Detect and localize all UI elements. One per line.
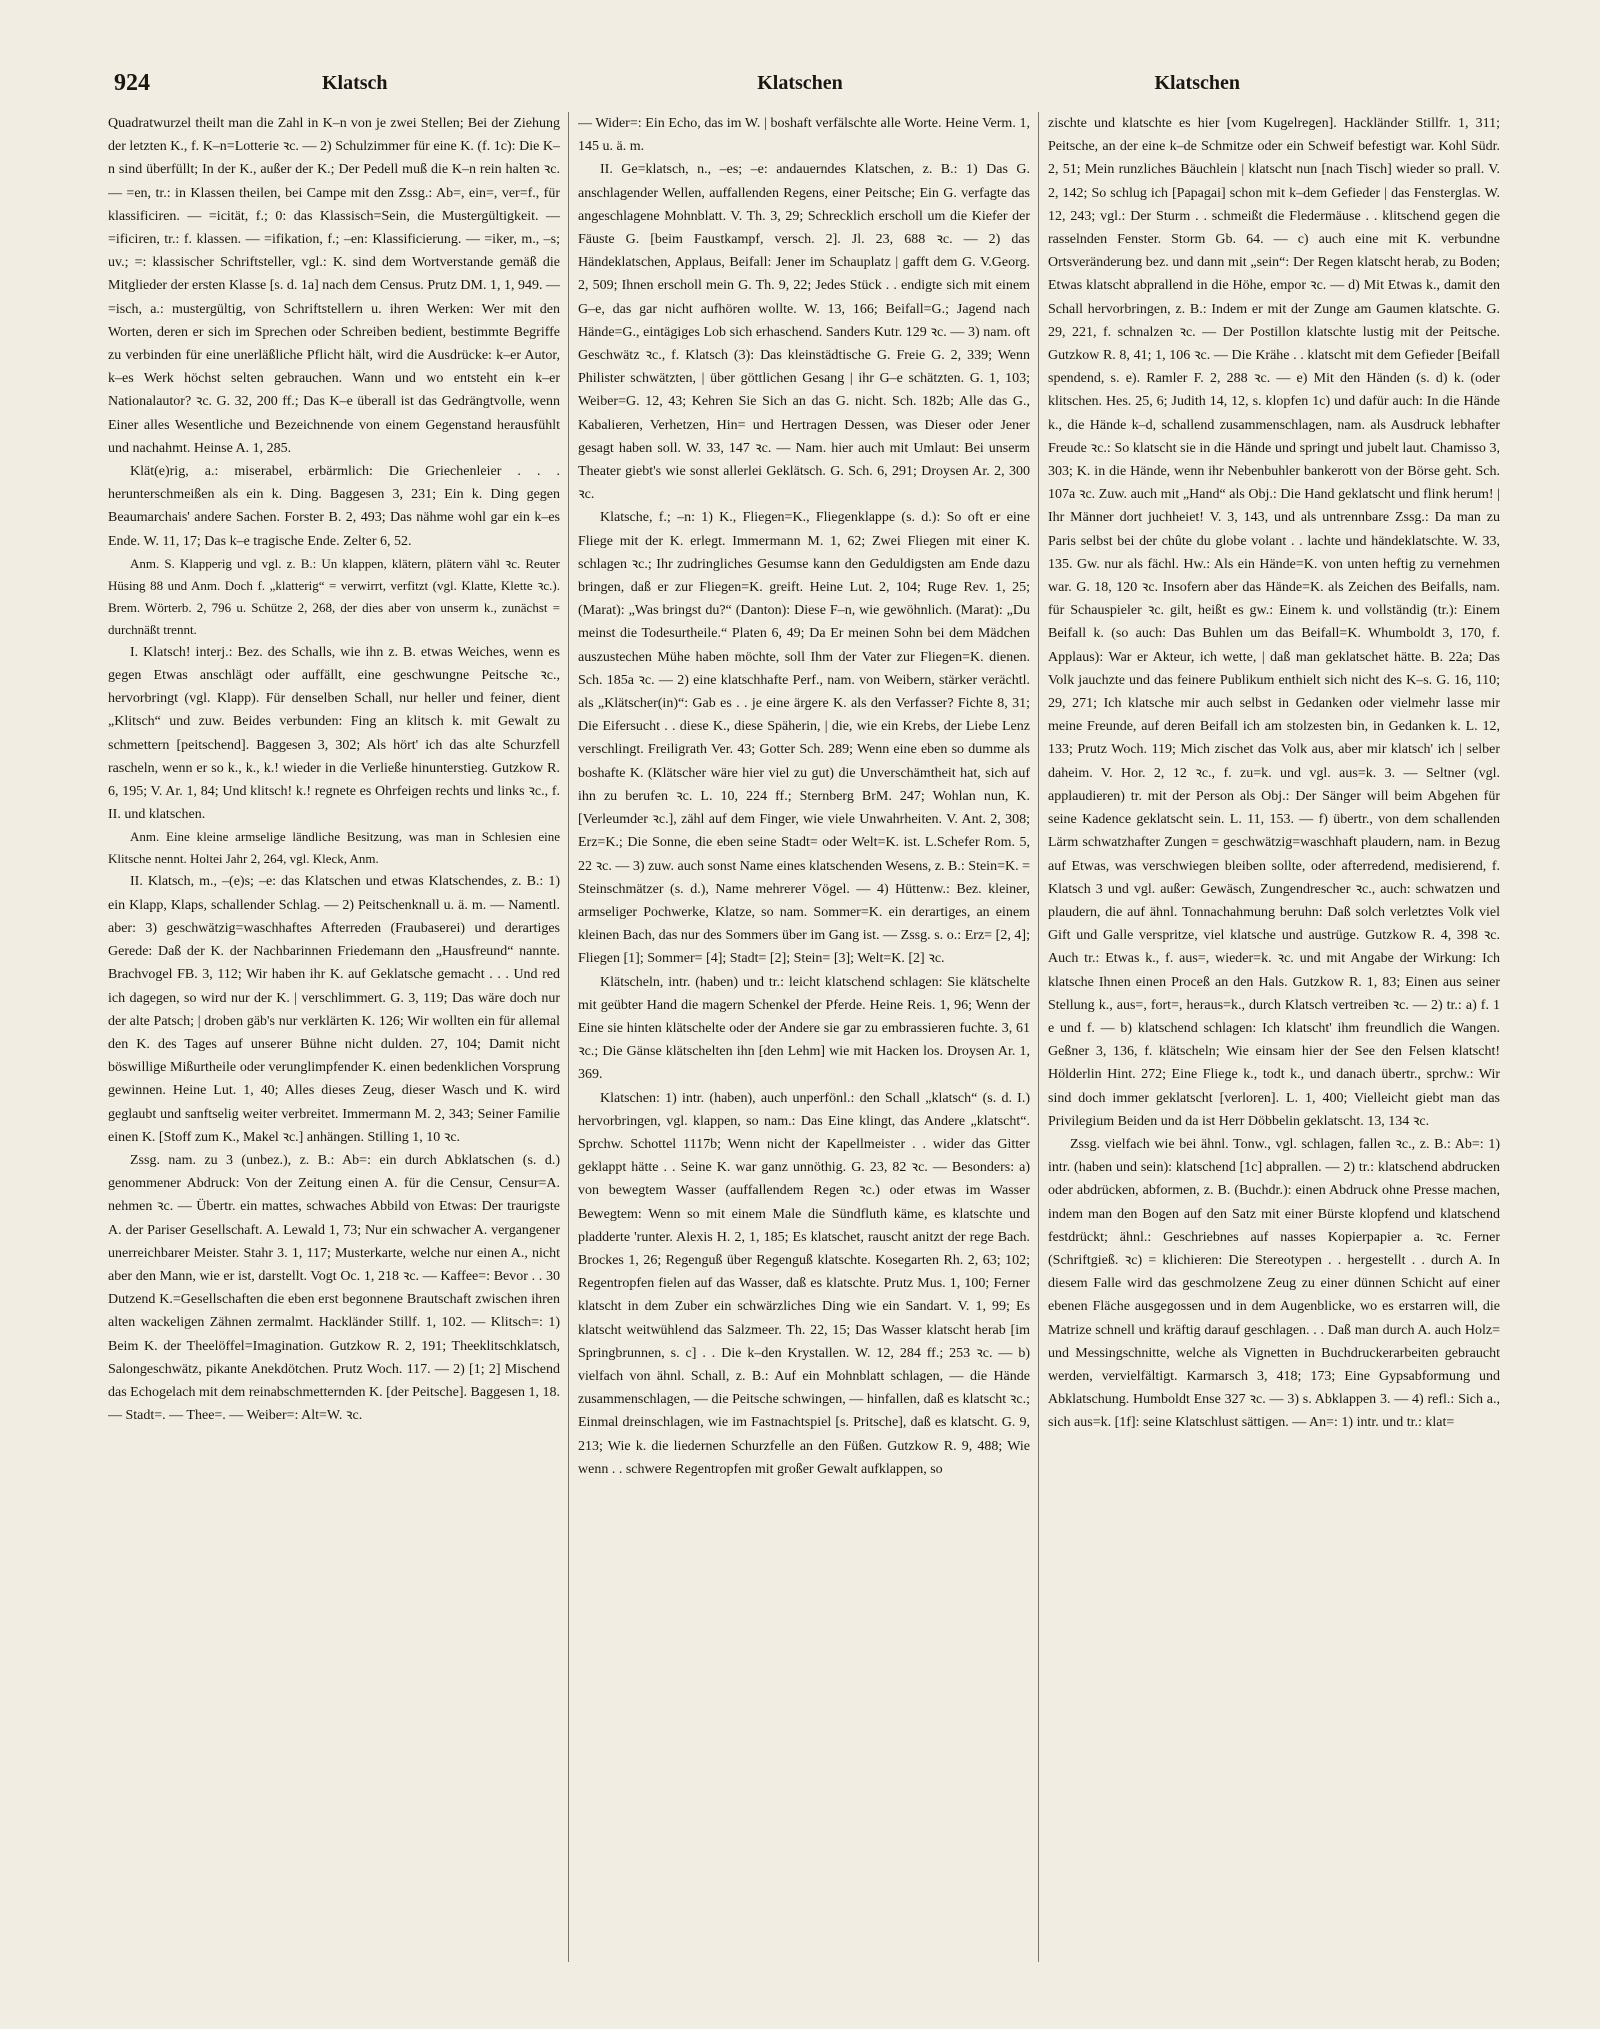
entry-paragraph: I. Klatsch! interj.: Bez. des Schalls, wie ihn z. B. etwas Weiches, wenn es gegen Etwas anschlägt oder auffällt, eine geschwungne Peitsche ꝛc., hervorbringt (vgl. Klapp). Für denselben Schall, nur heller und feiner, dient „Klitsch“ und zuw. Beides verbunden: Fing an klitsch k. mit Gewalt zu schmettern [peitschend]. Baggesen 3, 302; Als hört' ich das alte Schurzfell rascheln, wenn er so k., k., k.! wieder in die Verließe hinunterstieg. Gutzkow R. 6, 195; V. Ar. 1, 84; Und klitsch! k.! regnete es Ohrfeigen rechts und links ꝛc., f. II. und klatschen. [108,644,560,823]
divider-rule [568,112,569,1962]
right-running-head: Klatschen [1154,72,1240,94]
entry-paragraph: Quadratwurzel theilt man die Zahl in K–n von je zwei Stellen; Bei der Ziehung der letzten K., f. K–n=Lotterie ꝛc. — 2) Schulzimmer für eine K. (f. 1c): Die K–n sind überfüllt; In der K., außer der K.; Der Pedell muß die K–n rein halten ꝛc. — =en, tr.: in Klassen theilen, bei Campe mit den Zssg.: Ab=, ein=, ver=f., für klassificiren. — =icität, f.; 0: das Klassisch=Sein, die Mustergültigkeit. — =ificiren, tr.: f. klassen. — =ifikation, f.; –en: Klassificierung. — =iker, m., –s; uv.; =: klassischer Schriftsteller, vgl.: K. sind dem Wortverstande gemäß die Mitglieder der ersten Klasse [s. d. 1a] nach dem Census. Prutz DM. 1, 1, 949. — =isch, a.: mustergültig, von Schriftstellern u. ihren Werken: Wer mit den Worten, deren er sich im Sprechen oder Schreiben bedient, bestimmte Begriffe zu verbinden für eine unerläßliche Pflicht hält, wird die Ausdrücke: k–er Autor, k–es Werk höchst selten gebrauchen. Wann und wo entsteht ein k–er Nationalautor? ꝛc. G. 32, 200 ff.; Das K–e überall ist das Gedrängtvolle, wenn Einer alles Wesentliche und Bezeichnende von einem Gegenstand herausfühlt und nachahmt. Heinse A. 1, 285. [108,116,560,456]
entry-paragraph: zischte und klatschte es hier [vom Kugelregen]. Hackländer Stillfr. 1, 311; Peitsche, an der eine k–de Schmitze oder ein Schweif befestigt war. Kohl Südr. 2, 51; Mein runzliches Bäuchlein | klatscht nun [nach Tisch] wieder so prall. V. 2, 142; So schlug ich [Papagai] schon mit k–dem Gefieder | das Fensterglas. W. 12, 243; vgl.: Der Sturm . . schmeißt die Fledermäuse . . klitschend gegen die rasselnden Fenster. Storm Gb. 64. — c) auch eine mit K. verbundne Ortsveränderung bez. und dann mit „sein“: Der Regen klatscht herab, zu Boden; Etwas klatscht abprallend in die Höhe, empor ꝛc. — d) Mit Etwas k., damit den Schall hervorbringen, z. B.: Indem er mit der Zunge am Gaumen klatschte. G. 29, 221, f. schnalzen ꝛc. — Der Postillon klatschte lustig mit der Peitsche. Gutzkow R. 8, 41; 1, 106 ꝛc. — Die Krähe . . klatscht mit dem Gefieder [Beifall spendend, s. e). Ramler F. 2, 288 ꝛc. — e) Mit den Händen (s. d) k. (oder klitschen. Hes. 25, 6; Judith 14, 12, s. klopfen 1c) und dafür auch: In die Hände k., die Hände k–d, schallend zusammenschlagen, nam. als Ausdruck lebhafter Freude ꝛc.: So klatscht sie in die Hände und springt und jubelt laut. Chamisso 3, 303; K. in die Hände, wenn ihr Nebenbuhler bankerott von der Börse geht. Sch. 107a ꝛc. Zuw. auch mit „Hand“ als Obj.: Die Hand geklatscht und flink herum! | Ihr Männer dort juchheiet! V. 3, 143, und als untrennbare Zssg.: Da man zu Paris selbst bei der chûte du globe volant . . lachte und händeklatschte. W. 33, 135. Gw. nur als fächl. Hw.: Als ein Hände=K. von unten heftig zu vernehmen war. G. 18, 120 ꝛc. Insofern aber das Hände=K. als Zeichen des Beifalls, nam. für Schauspieler ꝛc. gilt, heißt es gw.: Einem k. und vollständig (tr.): Einem Beifall k. (so auch: Das Buhlen um das Beifall=K. Whumboldt 3, 170, f. Applaus): War er Akteur, ich wette, | daß man geklatschet hätte. B. 22a; Das Volk jauchzte und das feinere Publikum enthielt sich nicht des K–s. G. 16, 110; 29, 271; Ich klatsche mir auch selbst in Gedanken oder vielmehr lasse mir meine Freunde, auf deren Beifall ich am stolzesten bin, in Gedanken k. L. 12, 133; Prutz Woch. 119; Mich zischet das Volk aus, aber mir klatsch' ich | selber daheim. V. Hor. 2, 12 ꝛc., f. zu=k. und vgl. aus=k. 3. — Seltner (vgl. applaudieren) tr. mit der Person als Obj.: Der Sänger will beim Abgehen für seine Kadence geklatscht sein. L. 11, 153. — f) übertr., von dem schallenden Lärm schwatzhafter Zungen = geschwätzig=waschhaft plaudern, nam. in Bezug auf Etwas, was verschwiegen bleiben sollte, oder afterredend, medisierend, f. Klatsch 3 und vgl. außer: Gewäsch, Zungendrescher ꝛc., auch: schwatzen und plaudern, die auf ähnl. Tonnachahmung beruhn: Daß solch verletztes Volk viel Gift und Galle verspritze, viel klatsche und austrüge. Gutzkow R. 4, 398 ꝛc. Auch tr.: Etwas k., f. aus=, wieder=k. ꝛc. und mit Angabe der Wirkung: Ich klatsche Ihnen einen Proceß an den Hals. Gutzkow R. 1, 83; Einen aus seiner Stellung k., aus=, fort=, heraus=k., durch Klatsch vertreiben ꝛc. — 2) tr.: a) f. 1 e und f. — b) klatschend schlagen: Ich klatscht' ihm freundlich die Wangen. Geßner 3, 136, f. klätscheln; Wie einsam hier der See den Felsen klatscht! Hölderlin Hint. 272; Eine Fliege k., todt k., und danach übertr., sprchw.: Wir sind doch immer geklatscht [verloren]. L. 1, 400; Vielleicht giebt man das Privilegium Beiden und da ist Herr Döbbelin geklatscht. 13, 134 ꝛc. [1048,116,1500,1129]
entry-paragraph: Klatschen: 1) intr. (haben), auch unperfönl.: den Schall „klatsch“ (s. d. I.) hervorbringen, vgl. klappen, so nam.: Das Eine klingt, das Andere „klatscht“. Sprchw. Schottel 1117b; Wenn nicht der Kapellmeister . . wider das Gitter geklappt hätte . . Seine K. war ganz unnöthig. G. 23, 82 ꝛc. — Besonders: a) von bewegtem Wasser (auffallendem Regen ꝛc.) oder etwas im Wasser Bewegtem: Wenn so mit einem Male die Sündfluth käme, es klatschte und pladderte 'runter. Alexis H. 2, 1, 185; Es klatschet, rauscht anitzt der rege Bach. Brockes 1, 26; Regenguß über Regenguß klatschte. Kosegarten Rh. 2, 63; 102; Regentropfen fielen auf das Wasser, daß es klatschte. Prutz Mus. 1, 100; Ferner klatscht in dem Zuber ein schwärzliches Ding wie ein Sandart. V. 1, 99; Es klatscht weitwühlend das Salzmeer. Th. 22, 15; Das Wasser klatscht herab [im Springbrunnen, s. c] . . Die k–den Krystallen. W. 12, 284 ff.; 253 ꝛc. — b) vielfach von ähnl. Schall, z. B.: Auf ein Mohnblatt schlagen, — die Hände zusammenschlagen, — die Peitsche schwingen, — hinfallen, daß es klatscht ꝛc.; Einmal dreinschlagen, wie im Fastnachtspiel [s. Pritsche], daß es klatscht. G. 9, 213; Wie k. die liedernen Schurzfelle an den Füßen. Gutzkow R. 9, 488; Wie wenn . . schwere Regentropfen mit großer Gewalt aufklappen, so [578,1090,1030,1477]
annotation-paragraph: Anm. Eine kleine armselige ländliche Besitzung, was man in Schlesien eine Klitsche nennt. Holtei Jahr 2, 264, vgl. Kleck, Anm. [108,829,560,867]
left-running-head: Klatsch [322,72,388,94]
page-header [112,62,1488,102]
entry-paragraph: II. Ge=klatsch, n., –es; –e: andauerndes Klatschen, z. B.: 1) Das G. anschlagender Wellen, auffallenden Regens, einer Peitsche; Ein G. verfagte das angeschlagene Mohnblatt. V. Th. 3, 29; Schrecklich erscholl um die Kiefer der Fäuste G. [beim Faustkampf, versch. 2]. Jl. 23, 688 ꝛc. — 2) das Händeklatschen, Applaus, Beifall: Jener im Schauplatz | gafft dem G. V.Georg. 2, 509; Ihnen erscholl mein G. Th. 9, 22; Jedes Stück . . endigte sich mit einem G–e, das gar nicht aufhören wollte. W. 13, 166; Beifall=G.; Jagend nach Hände=G., eintägiges Lob sich erhaschend. Sanders Kutr. 129 ꝛc. — 3) nam. oft Geschwätz ꝛc., f. Klatsch (3): Das kleinstädtische G. Freie G. 2, 339; Wenn Philister schwätzten, | über göttlichen Gesang | ihr G–e schätzten. G. 1, 103; Weiber=G. 12, 43; Kehren Sie Sich an das G. nicht. Sch. 182b; Alle das G., Kabalieren, Verhetzen, Hin= und Hertragen Dessen, was Dieser oder Jener gesagt haben soll. W. 33, 147 ꝛc. — Nam. hier auch mit Umlaut: Bei unserm Theater giebt's wie sonst allerlei Geklätsch. G. Sch. 6, 291; Droysen Ar. 2, 300 ꝛc. [578,162,1030,503]
column-left [108,112,560,2002]
entry-paragraph: Klätscheln, intr. (haben) und tr.: leicht klatschend schlagen: Sie klätschelte mit geübter Hand die magern Schenkel der Pferde. Heine Reis. 1, 96; Wenn der Eine sie hinten klätschelte oder der Andere sie gar zu embrassieren fuchte. 3, 61 ꝛc.; Die Gänse klätschelten ihn [den Lehm] wie mit Hacken los. Droysen Ar. 1, 369. [578,974,1030,1083]
column-middle [578,112,1030,2002]
divider-rule [1038,112,1039,1962]
page-number: 924 [114,70,150,96]
annotation-paragraph: Anm. S. Klapperig und vgl. z. B.: Un klappen, klätern, plätern vähl ꝛc. Reuter Hüsing 88 und Anm. Doch f. „klatterig“ = verwirrt, verfitzt (vgl. Klatte, Klette ꝛc.). Brem. Wörterb. 2, 796 u. Schütze 2, 268, der dies aber von unserm k., zunächst = durchnäßt trennt. [108,555,560,637]
entry-paragraph: — Wider=: Ein Echo, das im W. | boshaft verfälschte alle Worte. Heine Verm. 1, 145 u. ä. m. [578,116,1030,155]
entry-paragraph: Klatsche, f.; –n: 1) K., Fliegen=K., Fliegenklappe (s. d.): So oft er eine Fliege mit der K. erlegt. Immermann M. 1, 62; Zwei Fliegen mit einer K. schlagen ꝛc.; Ihr zudringliches Gesumse kann den Geduldigsten am Ende dazu bringen, daß er zur Fliegen=K. greift. Heine Lut. 2, 104; Ruge Rev. 1, 25; (Marat): „Was bringst du?“ (Danton): Diese F–n, wie gewöhnlich. (Marat): „Du meinst die Todesurtheile.“ Platen 6, 49; Da Er meinen Sohn bei dem Mädchen auszustechen Mühe haben möchte, soll Ihm der Vater zur Fliegen=K. dienen. Sch. 185a ꝛc. — 2) eine klatschhafte Perf., nam. von Weibern, stärker verächtl. als „Klätscher(in)“: Gab es . . je eine ärgere K. als den Verfasser? Fichte 8, 31; Die Eifersucht . . diese K., diese Späherin, | die, wie ein Krebs, der Liebe Lenz verschlingt. Freiligrath Ver. 43; Gotter Sch. 289; Wenn eine eben so dumme als boshafte K. (Klätscher wäre hier viel zu gut) die Unverschämtheit hat, sich auf ihn zu berufen ꝛc. L. 10, 224 ff.; Sternberg BrM. 247; Wohlan nun, K. [Verleumder ꝛc.], zähl auf dem Finger, wie viele Unwahrheiten. V. Ant. 2, 308; Erz=K.; Die Sonne, die eben seine Stadt= oder Welt=K. ist. L.Schefer Rom. 5, 22 ꝛc. — 3) zuw. auch sonst Name eines klatschenden Wesens, z. B.: Stein=K. = Steinschmätzer (s. d.), Name mehrerer Vögel. — 4) Hüttenw.: Bez. kleiner, armseliger Pochwerke, Klatze, so nam. Sommer=K. ein derartiges, an einem kleinen Bach, das nur des Sommers über im Gang ist. — Zssg. s. o.: Erz= [2, 4]; Fliegen [1]; Sommer= [4]; Stadt= [2]; Stein= [3]; Welt=K. [2] ꝛc. [578,510,1030,967]
entry-paragraph: Zssg. vielfach wie bei ähnl. Tonw., vgl. schlagen, fallen ꝛc., z. B.: Ab=: 1) intr. (haben und sein): klatschend [1c] abprallen. — 2) tr.: klatschend abdrucken oder abdrücken, abformen, z. B. (Buchdr.): einen Abdruck ohne Presse machen, indem man den Bogen auf den Satz mit einer Bürste klopfend und klatschend festdrückt; ähnl.: Geschriebnes auf nasses Kopierpapier a. ꝛc. Ferner (Schriftgieß. ꝛc) = klichieren: Die Stereotypen . . hergestellt . . durch A. In diesem Falle wird das geschmolzene Zeug zu einer dünnen Schicht auf einer ebenen Fläche ausgegossen und in dem Augenblicke, wo es erstarren will, die Matrize schnell und kräftig darauf geschlagen. . . Daß man durch A. auch Holz= und Messingschnitte, welche als Vignetten in Buchdruckerarbeiten gebraucht werden, vervielfältigt. Karmarsch 3, 418; 173; Eine Gypsabformung und Abklatschung. Humboldt Ense 327 ꝛc. — 3) s. Abklappen 3. — 4) refl.: Sich a., sich aus=k. [1f]: seine Klatschlust sättigen. — An=: 1) intr. und tr.: klat= [1048,1136,1500,1431]
column-right [1048,112,1500,2002]
text-columns [108,112,1500,2002]
entry-paragraph: Zssg. nam. zu 3 (unbez.), z. B.: Ab=: ein durch Abklatschen (s. d.) genommener Abdruck: Von der Zeitung einen A. für die Censur, Censur=A. nehmen ꝛc. — Übertr. ein mattes, schwaches Abbild von Etwas: Der traurigste A. der Pariser Gesellschaft. A. Lewald 1, 73; Nur ein schwacher A. vergangener unerreichbarer Meister. Stahr 3. 1, 117; Musterkarte, welche nur einen A., nicht aber den Mann, wie er ist, darstellt. Vogt Oc. 1, 218 ꝛc. — Kaffee=: Bevor . . 30 Dutzend K.=Gesellschaften die eben erst begonnene Brautschaft zwischen ihren alten wackeligen Zähnen zermalmt. Hackländer Stillf. 1, 102. — Klitsch=: 1) Beim K. der Theelöffel=Imagination. Gutzkow R. 2, 191; Theeklitschklatsch, Salongeschwätz, pikante Anekdötchen. Prutz Woch. 117. — 2) [1; 2] Mischend das Echogelach mit dem reinabschmetternden K. [der Peitsche]. Baggesen 1, 18. — Stadt=. — Thee=. — Weiber=: Alt=W. ꝛc. [108,1152,560,1424]
entry-paragraph: II. Klatsch, m., –(e)s; –e: das Klatschen und etwas Klatschendes, z. B.: 1) ein Klapp, Klaps, schallender Schlag. — 2) Peitschenknall u. ä. m. — Namentl. aber: 3) geschwätzig=waschhaftes Afterreden (Fraubaserei) und derartiges Gerede: Daß der K. der Nachbarinnen Friedemann den „Hausfreund“ nannte. Brachvogel FB. 3, 112; Wir haben ihr K. auf Geklatsche gemacht . . . Und red ich dagegen, so wird nur der K. | verschlimmert. G. 3, 119; Das wäre doch nur der alte Patsch; | droben gäb's nur verklärten K. 126; Wir wollten ein für allemal den K. des Tages auf unserer Bühne nicht dulden. 27, 104; Damit nicht böswillige Mißurtheile oder verunglimpfender K. einen bedenklichen Vorsprung gewinnen. Heine Lut. 1, 40; Alles dieses Zeug, dieser Wasch und K. wird geglaubt und sanftselig weiter verbreitet. Immermann M. 2, 343; Seiner Familie einen K. [Stoff zum K., Makel ꝛc.] anhängen. Stilling 1, 10 ꝛc. [108,874,560,1145]
column-divider [560,112,578,2002]
entry-paragraph: Klät(e)rig, a.: miserabel, erbärmlich: Die Griechenleier . . . herunterschmeißen als ein k. Ding. Baggesen 3, 231; Ein k. Ding gegen Beaumarchais' andere Sachen. Forster B. 2, 493; Das nähme wohl gar ein k–es Ende. W. 11, 17; Das k–e tragische Ende. Zelter 6, 52. [108,464,560,549]
column-divider [1030,112,1048,2002]
center-running-head: Klatschen [757,72,843,94]
